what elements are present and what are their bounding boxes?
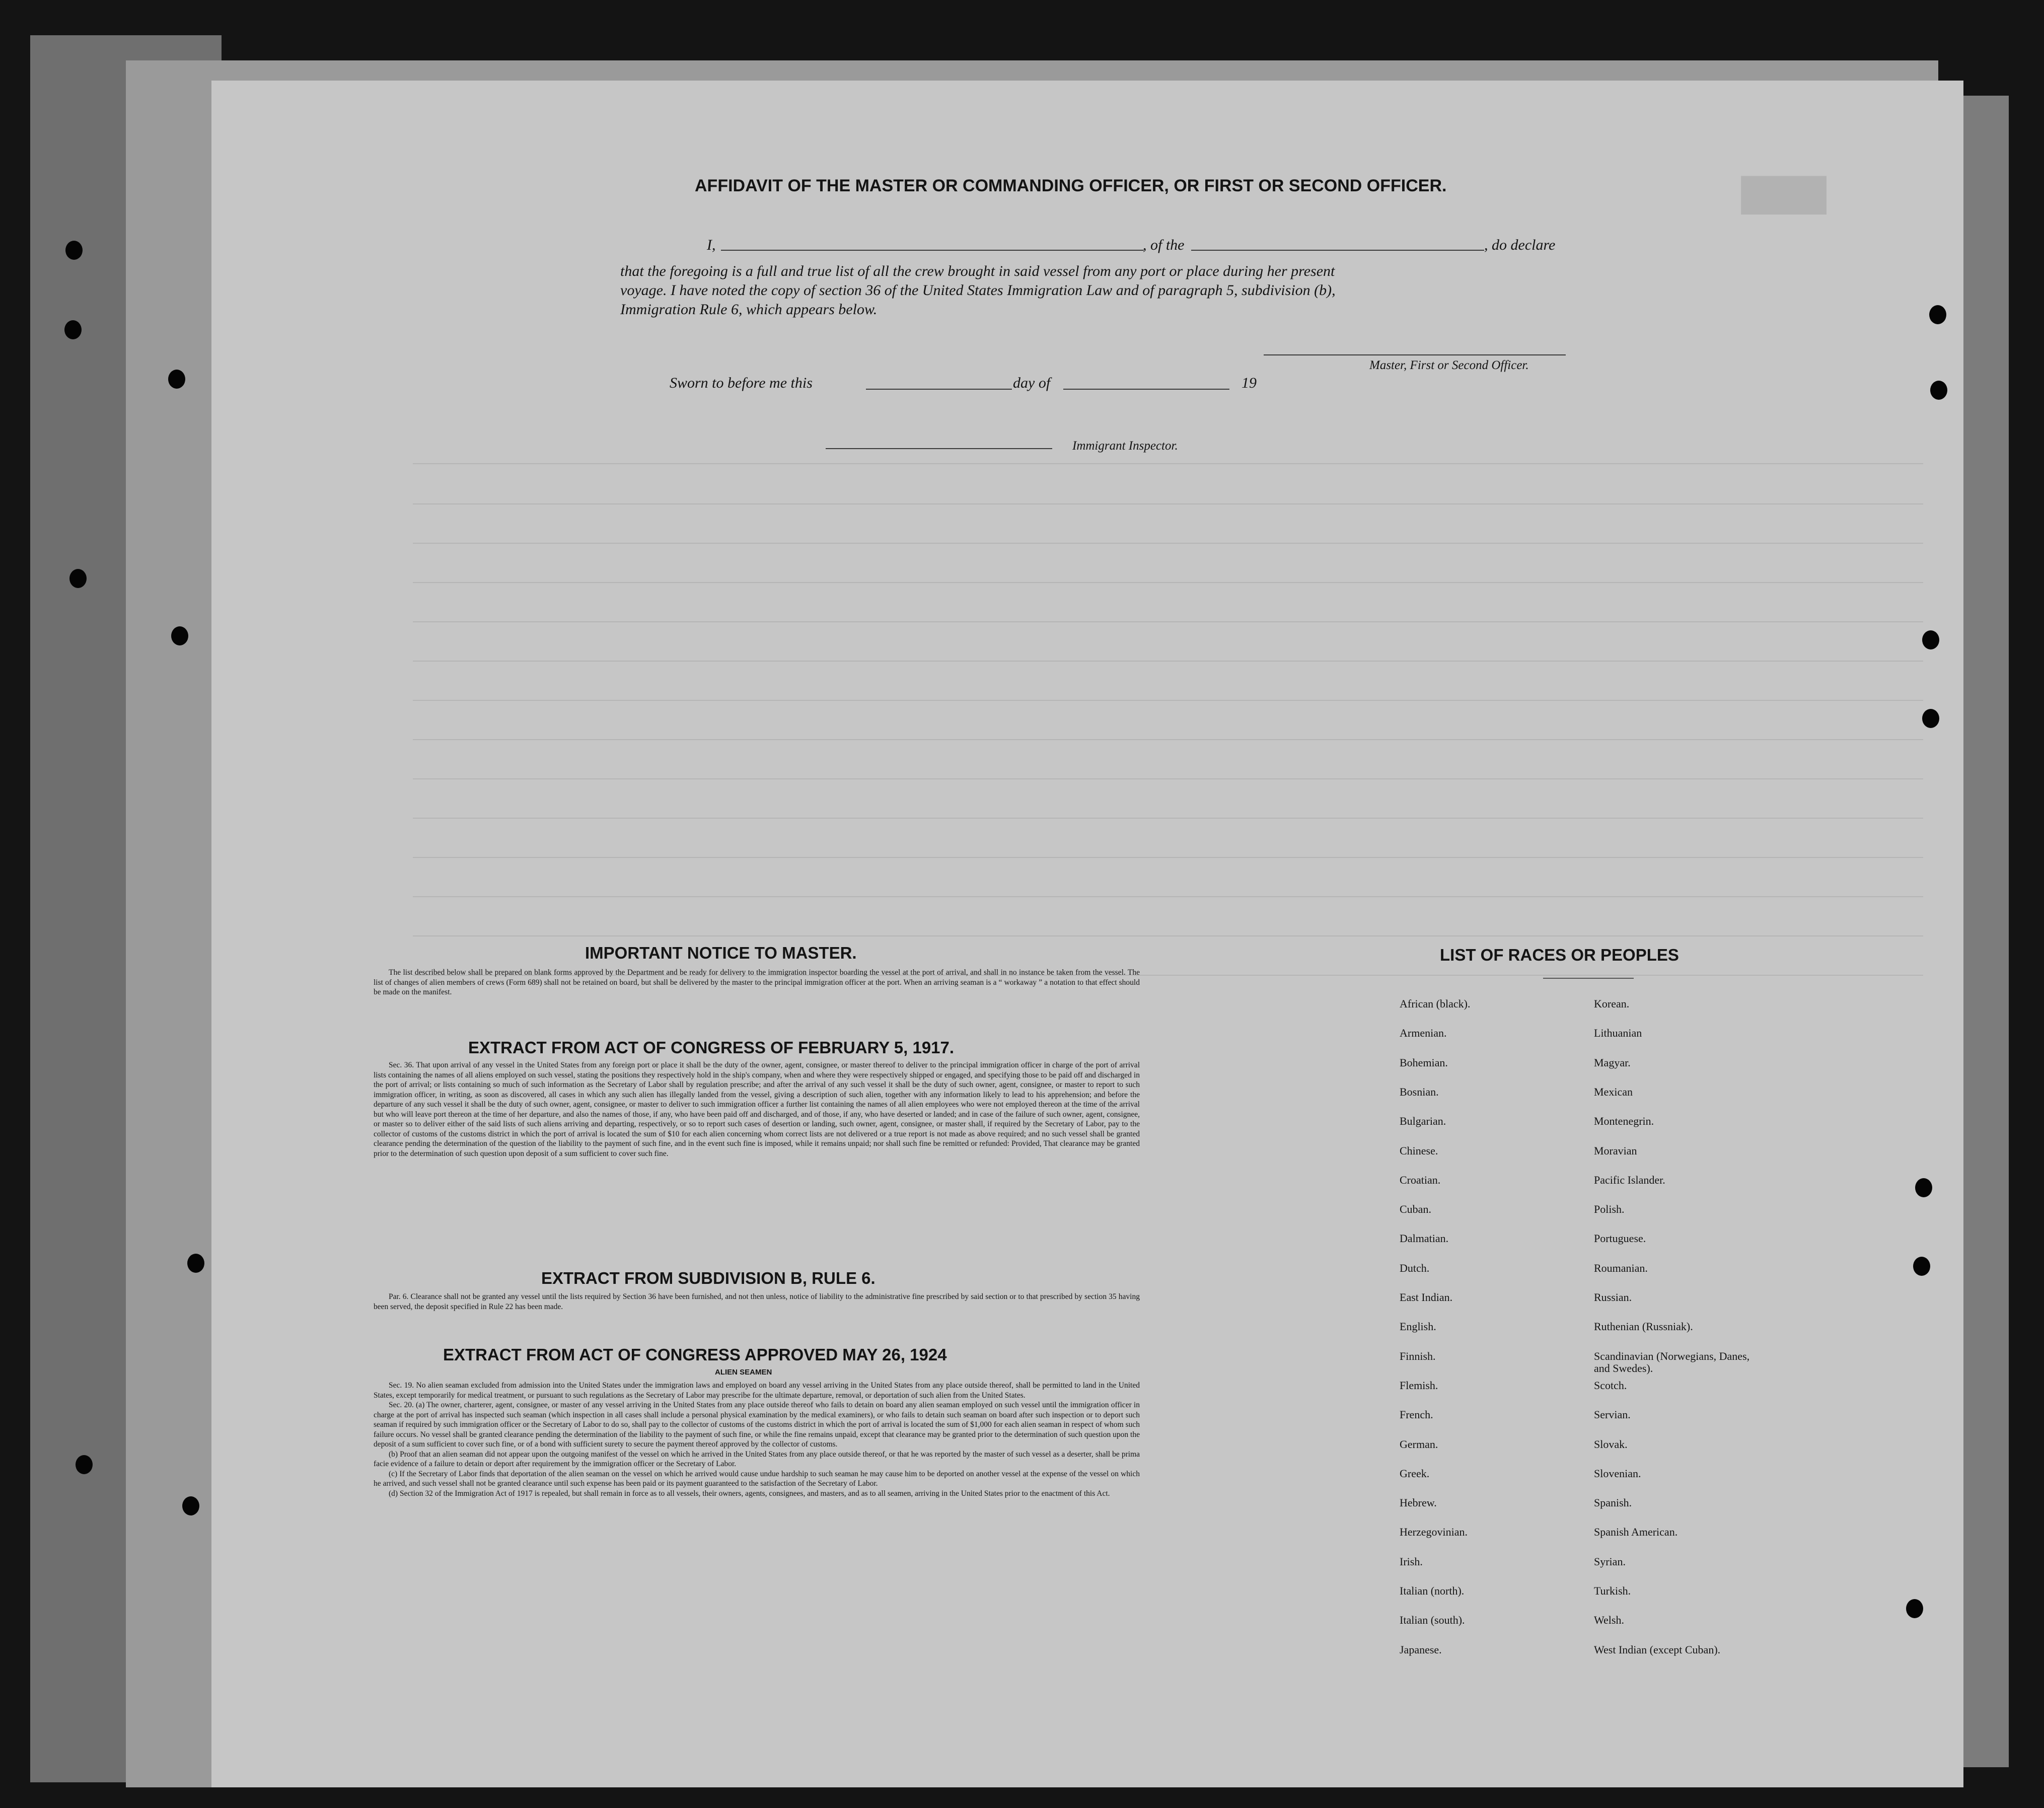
affidavit-of-the: , of the xyxy=(1143,237,1185,253)
race-item: Italian (south). xyxy=(1400,1614,1465,1627)
race-item: Dalmatian. xyxy=(1400,1232,1449,1245)
ghost-row xyxy=(413,935,1923,936)
binder-hole-left xyxy=(64,320,82,339)
name-blank xyxy=(721,250,1144,251)
race-item: West Indian (except Cuban). xyxy=(1594,1643,1721,1656)
race-item: Portuguese. xyxy=(1594,1232,1646,1245)
affidavit-i: I, xyxy=(707,237,716,253)
signature-line xyxy=(1264,354,1566,355)
race-item: Armenian. xyxy=(1400,1027,1447,1040)
race-item: Herzegovinian. xyxy=(1400,1526,1468,1539)
signature-caption: Master, First or Second Officer. xyxy=(1369,358,1529,372)
extract-1924-title: EXTRACT FROM ACT OF CONGRESS APPROVED MAY 26, 1924 xyxy=(443,1345,947,1364)
affidavit-body-line: Immigration Rule 6, which appears below. xyxy=(620,301,878,318)
races-title-rule xyxy=(1543,978,1634,979)
sec-20b-paragraph: (b) Proof that an alien seaman did not appear upon the outgoing manifest of the vessel on which he arrived in the United States from any place outside thereof, or that he was reported by the master of such vessel as a deserter, shall be prima facie evidence of a failure to detain or deport after requirement by the immigration officer or the Secretary of Labor. xyxy=(374,1450,1140,1468)
race-item: Montenegrin. xyxy=(1594,1115,1654,1128)
inspector-signature-line xyxy=(826,448,1052,449)
ghost-row xyxy=(413,739,1923,740)
sworn-date-blank xyxy=(866,389,1012,390)
race-item: Scotch. xyxy=(1594,1379,1627,1392)
race-item: Moravian xyxy=(1594,1144,1637,1157)
race-item: Slovak. xyxy=(1594,1437,1628,1451)
document-sheet xyxy=(211,81,1963,1787)
extract-1924-body xyxy=(374,1381,1140,1498)
race-item: Spanish American. xyxy=(1594,1526,1678,1539)
race-item: Syrian. xyxy=(1594,1555,1626,1568)
race-item: Finnish. xyxy=(1400,1349,1436,1362)
race-item: Italian (north). xyxy=(1400,1584,1465,1597)
race-item: Servian. xyxy=(1594,1408,1631,1421)
ghost-row xyxy=(413,463,1923,464)
vessel-blank xyxy=(1191,250,1484,251)
extract-1917-body xyxy=(374,1060,1140,1159)
binder-hole-left xyxy=(168,370,185,389)
ghost-row xyxy=(413,621,1923,622)
ghost-row xyxy=(413,896,1923,897)
binder-hole-right xyxy=(1922,709,1939,728)
ghost-row xyxy=(413,778,1923,779)
notice-body xyxy=(374,968,1140,997)
sworn-year: 19 xyxy=(1242,375,1257,391)
extract-rule6-title: EXTRACT FROM SUBDIVISION B, RULE 6. xyxy=(541,1269,875,1287)
race-item: African (black). xyxy=(1400,997,1471,1010)
race-item: East Indian. xyxy=(1400,1291,1453,1304)
race-item: Ruthenian (Russniak). xyxy=(1594,1320,1693,1333)
race-item: Polish. xyxy=(1594,1203,1625,1216)
binder-hole-right xyxy=(1915,1178,1932,1197)
inspector-caption: Immigrant Inspector. xyxy=(1072,439,1178,453)
sworn-prefix: Sworn to before me this xyxy=(670,375,813,391)
binder-hole-left xyxy=(65,241,83,260)
binder-hole-left xyxy=(182,1496,199,1515)
race-item: Dutch. xyxy=(1400,1261,1430,1274)
binder-hole-left xyxy=(69,569,87,588)
alien-seamen-subtitle: ALIEN SEAMEN xyxy=(715,1368,772,1377)
race-item: Roumanian. xyxy=(1594,1261,1648,1274)
ghost-bleed-through: ▇▇▇ xyxy=(1742,173,1826,213)
race-item: Chinese. xyxy=(1400,1144,1438,1157)
notice-paragraph: The list described below shall be prepared on blank forms approved by the Department and be ready for delivery to the immigration inspector boarding the vessel at the port of arrival, and shall in no instance be taken from the vessel. The list of changes of alien members of crews (Form 689) shall not be retained on board, but shall be delivered by the master to the principal immigration officer at the port. When an arriving seaman is a “ workaway ” a notation to that effect should be made on the manifest. xyxy=(374,968,1140,996)
extract-rule6-body xyxy=(374,1292,1140,1312)
sworn-month-blank xyxy=(1063,389,1229,390)
race-item: Slovenian. xyxy=(1594,1467,1641,1480)
race-item: Pacific Islander. xyxy=(1594,1173,1665,1186)
sec-20c-paragraph: (c) If the Secretary of Labor finds that deportation of the alien seaman on the vessel on which he arrived would cause undue hardship to such seaman he may cause him to be deported on another vessel at the expense of the vessel on which he arrived, and such vessel shall not be granted clearance until such expense has been paid or its payment guaranteed to the satisfaction of the Secretary of Labor. xyxy=(374,1469,1140,1488)
ghost-row xyxy=(413,818,1923,819)
sec-19-paragraph: Sec. 19. No alien seaman excluded from admission into the United States under the immigration laws and employed on board any vessel arriving in the United States from any place outside thereof, shall be permitted to land in the United States, except temporarily for medical treatment, or pursuant to such regulations as the Secretary of Labor may prescribe for the ultimate departure, removal, or deportation of such alien from the United States. xyxy=(374,1381,1140,1400)
race-item: Bulgarian. xyxy=(1400,1115,1446,1128)
race-item: Scandinavian (Norwegians, Danes, and Swedes). xyxy=(1594,1349,1750,1375)
par-6-paragraph: Par. 6. Clearance shall not be granted any vessel until the lists required by Section 36 have been furnished, and not then unless, notice of liability to the administrative fine prescribed by said section or to that prescribed by section 35 having been served, the deposit specified in Rule 22 has been made. xyxy=(374,1292,1140,1311)
affidavit-body-line: that the foregoing is a full and true list of all the crew brought in said vessel from any port or place during her present xyxy=(620,263,1335,279)
race-item: Turkish. xyxy=(1594,1584,1631,1597)
race-item: Welsh. xyxy=(1594,1614,1624,1627)
race-item: Magyar. xyxy=(1594,1056,1631,1069)
race-item: Mexican xyxy=(1594,1085,1633,1098)
ghost-row xyxy=(413,582,1923,583)
binder-hole-right xyxy=(1913,1257,1930,1276)
race-item: Bosnian. xyxy=(1400,1085,1439,1098)
binder-hole-left xyxy=(187,1254,204,1273)
race-item: Russian. xyxy=(1594,1291,1632,1304)
race-item: Croatian. xyxy=(1400,1173,1441,1186)
race-item: Cuban. xyxy=(1400,1203,1431,1216)
ghost-row xyxy=(413,700,1923,701)
race-item: Spanish. xyxy=(1594,1496,1632,1509)
affidavit-body-line: voyage. I have noted the copy of section 36 of the United States Immigration Law and of paragraph 5, subdivision (b), xyxy=(620,282,1336,299)
binder-hole-right xyxy=(1906,1599,1923,1618)
races-title: LIST OF RACES OR PEOPLES xyxy=(1440,946,1679,964)
race-item: English. xyxy=(1400,1320,1436,1333)
binder-hole-right xyxy=(1929,305,1946,324)
extract-1917-title: EXTRACT FROM ACT OF CONGRESS OF FEBRUARY 5, 1917. xyxy=(468,1038,955,1057)
ghost-row xyxy=(413,543,1923,544)
affidavit-do-declare: , do declare xyxy=(1484,237,1556,253)
race-item: Hebrew. xyxy=(1400,1496,1437,1509)
binder-hole-left xyxy=(76,1455,93,1474)
affidavit-title: AFFIDAVIT OF THE MASTER OR COMMANDING OFFICER, OR FIRST OR SECOND OFFICER. xyxy=(695,176,1447,195)
binder-hole-left xyxy=(171,626,188,645)
race-item: Irish. xyxy=(1400,1555,1423,1568)
ghost-row xyxy=(413,661,1923,662)
binder-hole-right xyxy=(1930,381,1947,400)
notice-title: IMPORTANT NOTICE TO MASTER. xyxy=(585,944,857,962)
race-item: Flemish. xyxy=(1400,1379,1438,1392)
race-item: French. xyxy=(1400,1408,1433,1421)
ghost-row xyxy=(413,857,1923,858)
race-item: Lithuanian xyxy=(1594,1027,1642,1040)
sec-20a-paragraph: Sec. 20. (a) The owner, charterer, agent, consignee, or master of any vessel arriving in the United States from any place outside thereof who fails to detain on board any alien seaman employed on such vessel until the immigration officer in charge at the port of arrival has inspected such seaman (which inspection in all cases shall include a personal physical examination by the medical examiners), or who fails to detain such seaman on board after such inspection or to deport such seaman if required by such immigration officer or the Secretary of Labor to do so, shall pay to the collector of customs of the customs district in which the port of arrival is located the sum of $1,000 for each alien seaman in respect of whom such failure occurs. No vessel shall be granted clearance pending the determination of the liability to the payment of such fine, or while the fine remains unpaid, except that clearance may be granted prior to the determination of such question upon the deposit of a sum sufficient to cover such fine, or of a bond with sufficient surety to secure the payment thereof approved by the collector of customs. xyxy=(374,1401,1140,1449)
race-item: Japanese. xyxy=(1400,1643,1442,1656)
race-item: Bohemian. xyxy=(1400,1056,1448,1069)
binder-hole-right xyxy=(1922,630,1939,649)
race-item: German. xyxy=(1400,1437,1438,1451)
race-item: Korean. xyxy=(1594,997,1630,1010)
sec-36-paragraph: Sec. 36. That upon arrival of any vessel in the United States from any foreign port or place it shall be the duty of the owner, agent, consignee, or master thereof to deliver to the principal immigration officer in charge of the port of arrival lists containing the names of all aliens employed on such vessel, stating the positions they respectively hold in the ship's company, when and where they were respectively shipped or engaged, and specifying those to be paid off and discharged in the port of arrival; or lists containing so much of such information as the Secretary of Labor shall by regulation prescribe; and after the arrival of any such vessel it shall be the duty of such owner, agent, consignee, or master to report to such immigration officer, in writing, as soon as discovered, all cases in which any such alien has illegally landed from the vessel, giving a description of such alien, together with any information likely to lead to his apprehension; and before the departure of any such vessel it shall be the duty of such owner, agent, consignee, or master to deliver to such immigration officer a further list containing the names of all alien employees who were not employed thereon at the time of the arrival but who will leave port thereon at the time of her departure, and also the names of those, if any, who have been paid off and discharged, and of those, if any, who have deserted or landed; and in case of the failure of such owner, agent, consignee, or master so to deliver either of the said lists of such aliens arriving and departing, respectively, or so to report such cases of desertion or landing, such owner, agent, consignee, or master shall, if required by the Secretary of Labor, pay to the collector of customs of the customs district in which the port of arrival is located the sum of $10 for each alien concerning whom correct lists are not delivered or a true report is not made as above required; and no such vessel shall be granted clearance pending the determination of the question of the liability to the payment of such fine, and in the event such fine is imposed, while it remains unpaid; nor shall such fine be remitted or refunded: Provided, That clearance may be granted prior to the determination of such question upon deposit of a sum sufficient to cover such fine. xyxy=(374,1061,1140,1158)
race-item: Greek. xyxy=(1400,1467,1430,1480)
ghost-row xyxy=(413,503,1923,504)
sworn-day-of: day of xyxy=(1013,375,1051,391)
sec-20d-paragraph: (d) Section 32 of the Immigration Act of 1917 is repealed, but shall remain in force as to all vessels, their owners, agents, consignees, and masters, and as to all seamen, arriving in the United States prior to the enactment of this Act. xyxy=(389,1489,1110,1498)
